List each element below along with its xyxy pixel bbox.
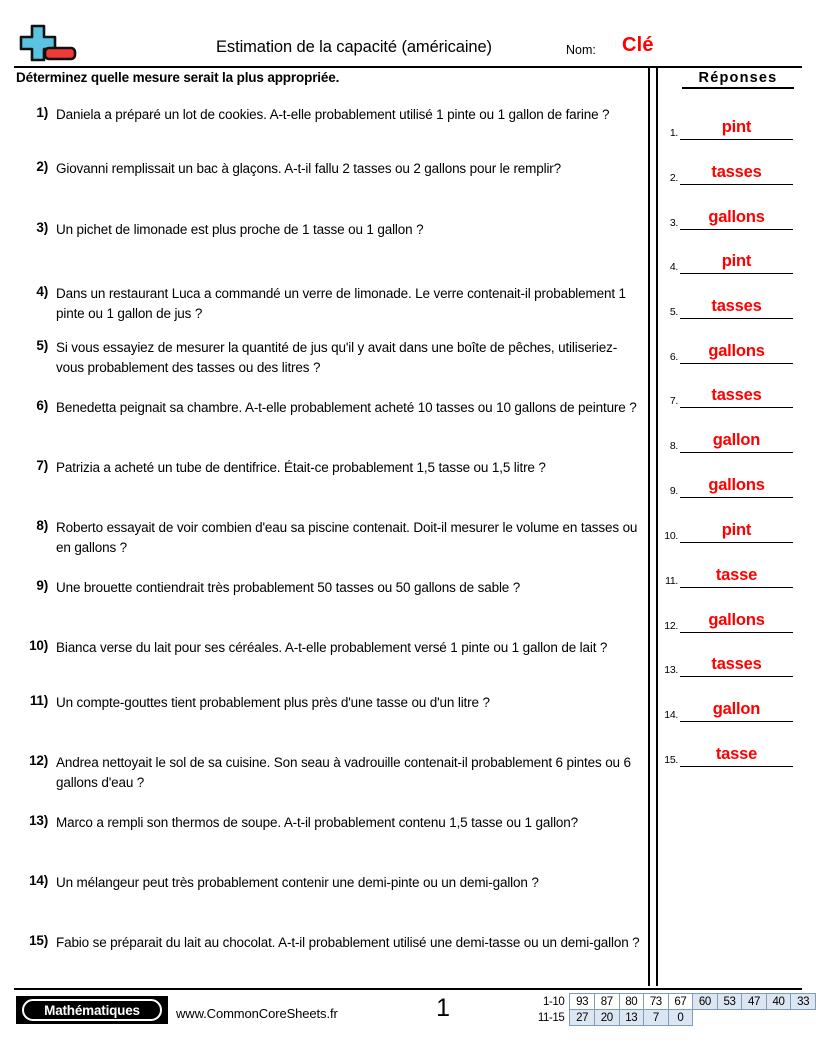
question-text: Fabio se préparait du lait au chocolat. A-t-il probablement utilisé une demi-tasse ou un demi-gallon ? [56,935,640,950]
score-cell: 20 [594,1010,619,1026]
footer-divider [14,988,802,990]
question-number: 7) [36,458,48,473]
answer-row [658,423,794,453]
answer-number: 13. [664,664,678,676]
question-item [16,105,642,125]
page-number: 1 [436,994,450,1022]
brand-badge [16,996,168,1024]
answer-value: gallons [708,342,765,360]
header-divider [14,66,802,68]
answer-row [658,692,794,722]
answer-row [658,468,794,498]
score-row-label: 11-15 [537,1011,565,1024]
question-number: 5) [36,338,48,353]
question-item [16,813,642,833]
answer-row [658,289,794,319]
question-number: 10) [29,638,48,653]
answer-number: 14. [664,709,678,721]
score-cell: 0 [668,1010,693,1026]
question-text: Patrizia a acheté un tube de dentifrice. Était-ce probablement 1,5 tasse ou 1,5 litre ? [56,460,546,475]
score-table-row [527,994,816,1010]
score-cell: 60 [693,994,718,1010]
answer-number: 7. [669,395,678,407]
question-text: Un pichet de limonade est plus proche de 1 tasse ou 1 gallon ? [56,222,424,237]
question-number: 9) [36,578,48,593]
question-number: 2) [36,159,48,174]
score-cell: 80 [619,994,644,1010]
answer-number: 3. [669,217,678,229]
question-text: Daniela a préparé un lot de cookies. A-t-elle probablement utilisé 1 pinte ou 1 gallon de farine ? [56,107,610,122]
score-cell: 67 [668,994,693,1010]
question-item [16,220,642,240]
column-divider [648,66,658,986]
question-item [16,159,642,179]
answer-row [658,378,794,408]
question-number: 4) [36,284,48,299]
answer-number: 5. [669,306,678,318]
question-number: 13) [29,813,48,828]
name-label: Nom: [566,43,596,57]
question-text: Un compte-gouttes tient probablement plus près d'une tasse ou d'un litre ? [56,695,490,710]
answer-value: tasse [715,745,758,763]
name-value: Clé [622,34,654,56]
score-cell-empty [791,1010,816,1026]
answer-row [658,737,794,767]
answer-value: gallons [708,208,765,226]
question-text: Marco a rempli son thermos de soupe. A-t-il probablement contenu 1,5 tasse ou 1 gallon? [56,815,579,830]
answer-number: 12. [664,620,678,632]
answer-row [658,603,794,633]
answer-row [658,244,794,274]
question-number: 15) [29,933,48,948]
answer-number: 9. [669,485,678,497]
score-cell-empty [742,1010,767,1026]
answers-heading: Réponses [682,70,794,89]
question-item [16,753,642,792]
answer-value: gallons [708,476,765,494]
question-number: 1) [36,105,48,120]
page-title: Estimation de la capacité (américaine) [216,38,492,56]
answer-number: 1. [669,127,678,139]
answer-number: 10. [664,530,678,542]
question-item [16,458,642,478]
instruction-text: Déterminez quelle mesure serait la plus appropriée. [16,70,340,85]
question-text: Benedetta peignait sa chambre. A-t-elle probablement acheté 10 tasses ou 10 gallons de peinture ? [56,400,637,415]
question-text: Giovanni remplissait un bac à glaçons. A-t-il fallu 2 tasses ou 2 gallons pour le remplir? [56,161,562,176]
answer-value: tasses [711,163,762,181]
question-item [16,873,642,893]
answer-row [658,334,794,364]
question-text: Andrea nettoyait le sol de sa cuisine. Son seau à vadrouille contenait-il probablement 6 pintes ou 6 gallons d'eau ? [56,755,631,790]
answer-number: 8. [669,440,678,452]
answer-row [658,200,794,230]
answer-row [658,110,794,140]
score-cell: 40 [766,994,791,1010]
answer-row [658,558,794,588]
score-cell-empty [693,1010,718,1026]
answer-row [658,155,794,185]
answer-value: tasses [711,655,762,673]
question-item [16,338,642,377]
score-table [527,993,816,1026]
score-cell: 47 [742,994,767,1010]
answer-row [658,647,794,677]
answer-number: 2. [669,172,678,184]
answer-value: tasses [711,386,762,404]
score-cell: 33 [791,994,816,1010]
question-number: 11) [29,693,48,708]
question-text: Une brouette contiendrait très probablement 50 tasses ou 50 gallons de sable ? [56,580,521,595]
score-table-row [527,1010,816,1026]
score-cell: 87 [594,994,619,1010]
answer-value: pint [721,521,752,539]
answer-number: 15. [664,754,678,766]
score-cell-empty [766,1010,791,1026]
question-item [16,578,642,598]
site-url[interactable]: www.CommonCoreSheets.fr [176,1006,338,1021]
score-cell: 93 [570,994,595,1010]
score-cell: 13 [619,1010,644,1026]
question-item [16,398,642,418]
answer-number: 6. [669,351,678,363]
plus-eraser-logo-icon [14,24,86,66]
answer-value: gallons [708,611,765,629]
question-number: 3) [36,220,48,235]
score-cell: 7 [644,1010,669,1026]
question-number: 8) [36,518,48,533]
answer-number: 4. [669,261,678,273]
question-item [16,638,642,658]
question-number: 12) [29,753,48,768]
page-header [14,24,802,66]
question-text: Bianca verse du lait pour ses céréales. A-t-elle probablement versé 1 pinte ou 1 gallon de lait ? [56,640,608,655]
score-cell: 27 [570,1010,595,1026]
question-item [16,933,642,953]
answer-value: pint [721,252,752,270]
answer-number: 11. [665,575,678,587]
score-cell: 53 [717,994,742,1010]
question-text: Dans un restaurant Luca a commandé un verre de limonade. Le verre contenait-il probablement 1 pinte ou 1 gallon de jus ? [56,286,626,321]
answer-value: tasses [711,297,762,315]
question-text: Un mélangeur peut très probablement contenir une demi-pinte ou un demi-gallon ? [56,875,539,890]
score-cell: 73 [644,994,669,1010]
question-item [16,693,642,713]
score-row-label: 1-10 [542,995,565,1008]
answer-value: tasse [715,566,758,584]
answer-row [658,513,794,543]
question-item [16,284,642,323]
score-cell-empty [717,1010,742,1026]
question-item [16,518,642,557]
question-number: 14) [29,873,48,888]
brand-label: Mathématiques [22,999,162,1021]
question-text: Roberto essayait de voir combien d'eau sa piscine contenait. Doit-il mesurer le volume en tasses ou en gallons ? [56,520,638,555]
answer-value: gallon [712,700,761,718]
question-number: 6) [36,398,48,413]
answer-value: gallon [712,431,761,449]
answer-value: pint [721,118,752,136]
question-text: Si vous essayiez de mesurer la quantité de jus qu'il y avait dans une boîte de pêches, utiliseriez-vous probablement des tasses ou des litres ? [56,340,618,375]
